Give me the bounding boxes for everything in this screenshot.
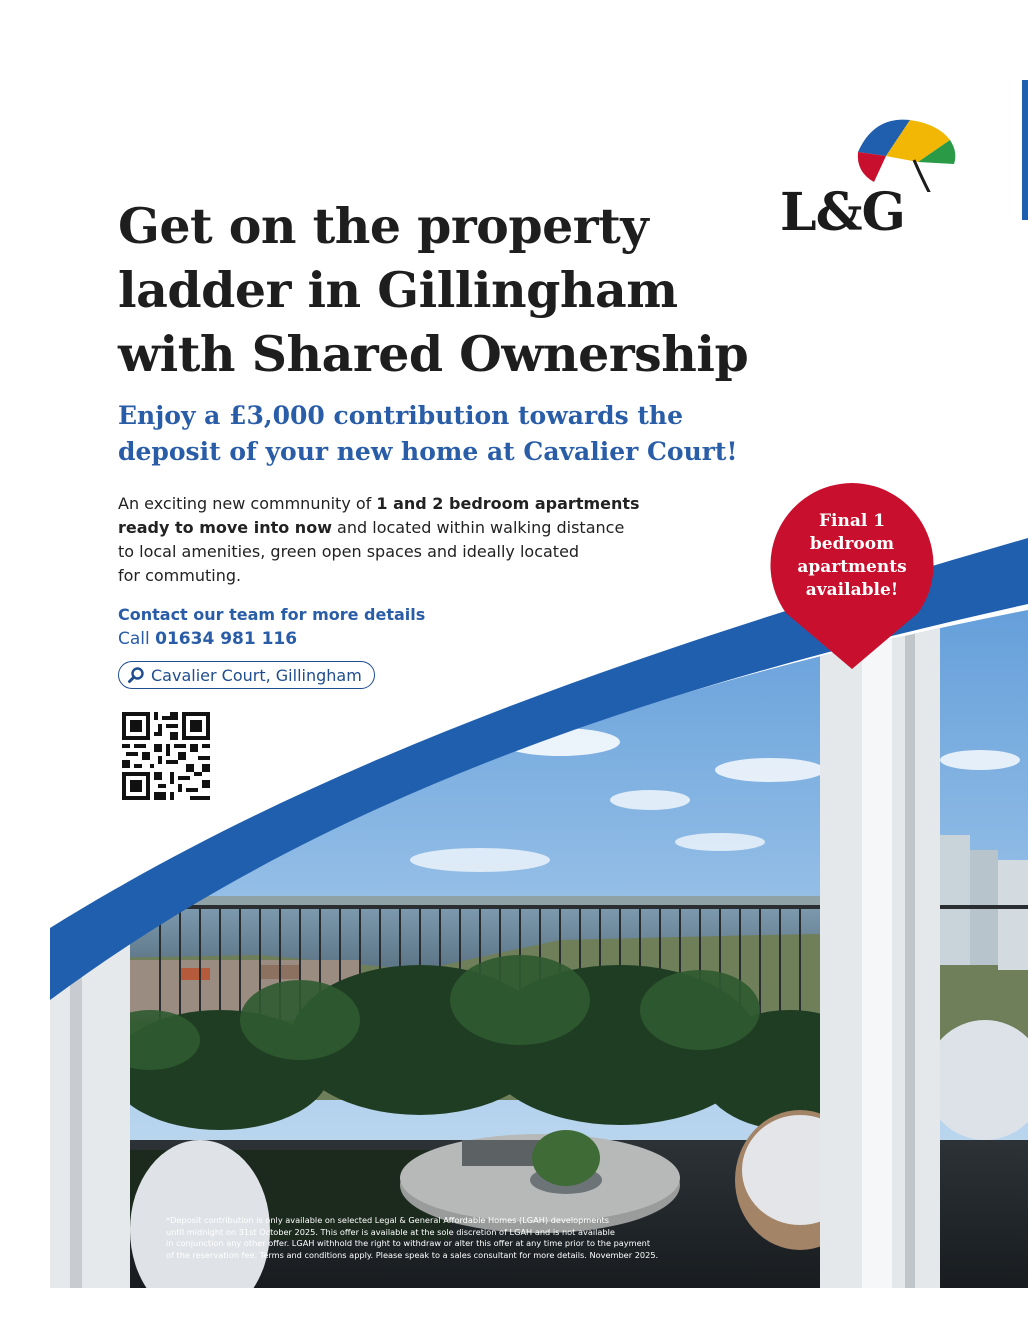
description-line [118, 492, 718, 516]
headline-line: Get on the property [118, 197, 649, 255]
description-fragment: An exciting new commnunity of [118, 494, 377, 513]
headline [118, 194, 798, 386]
badge-line: bedroom [809, 534, 895, 554]
subhead-line: Enjoy a £3,000 contribution towards the [118, 401, 684, 430]
badge-line: apartments [797, 557, 907, 577]
umbrella-icon [778, 112, 958, 192]
search-icon [127, 666, 145, 684]
description-line [118, 516, 718, 540]
call-label: Call [118, 629, 156, 649]
location-search-pill[interactable] [118, 661, 375, 689]
badge-line: Final 1 [818, 511, 886, 531]
phone-number[interactable]: 01634 981 116 [155, 629, 298, 649]
offer-subhead [118, 398, 818, 470]
subhead-line: deposit of your new home at Cavalier Court! [118, 437, 738, 466]
description-line: for commuting. [118, 566, 242, 585]
description-line: to local amenities, green open spaces and ideally located [118, 542, 580, 561]
disclaimer-line: *Deposit contribution is only available on selected Legal & General Affordable Homes (LGAH) developments [166, 1215, 609, 1225]
description-bold: ready to move into now [118, 518, 332, 537]
location-label: Cavalier Court, Gillingham [151, 665, 362, 685]
qr-code-icon[interactable] [122, 712, 210, 800]
description-text [118, 492, 718, 588]
disclaimer-line: until midnight on 31st October 2025. This offer is available at the sole discretion of LGAH and is not available [166, 1226, 615, 1237]
disclaimer-line: of the reservation fee. Terms and conditions apply. Please speak to a sales consultant for more details. November 2025. [166, 1249, 659, 1260]
description-fragment: and located within walking distance [331, 518, 625, 537]
description-bold: 1 and 2 bedroom apartments [376, 494, 640, 513]
contact-phone [118, 629, 297, 649]
logo-wordmark: L&G [780, 182, 905, 243]
headline-line: with Shared Ownership [118, 325, 749, 383]
badge-line: available! [805, 580, 899, 600]
contact-heading: Contact our team for more details [118, 605, 426, 624]
disclaimer-text [166, 1215, 766, 1261]
lg-logo [778, 112, 958, 242]
badge-text [768, 510, 936, 602]
headline-line: ladder in Gillingham [118, 261, 678, 319]
disclaimer-line: in conjunction any other offer. LGAH withhold the right to withdraw or alter this offer at any time prior to the payment [166, 1238, 651, 1248]
